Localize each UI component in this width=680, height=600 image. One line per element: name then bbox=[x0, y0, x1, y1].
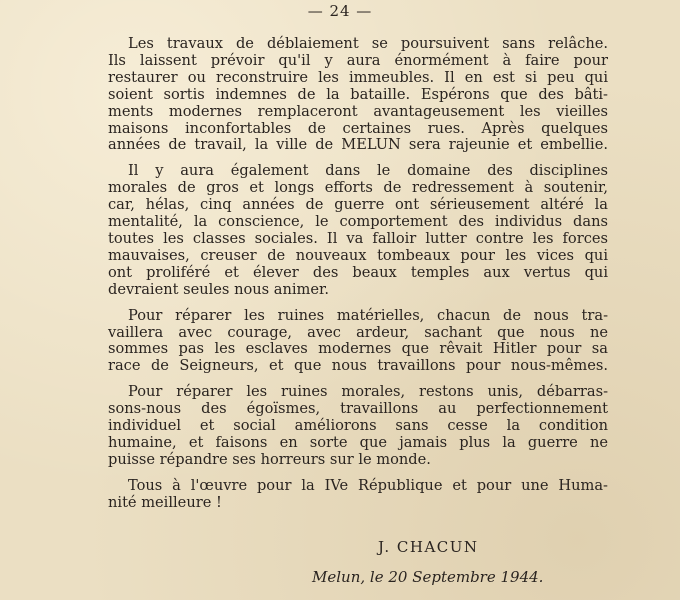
dateline: Melun, le 20 Septembre 1944. bbox=[312, 568, 544, 586]
text-line: mentalité, la conscience, le comportement des individus dans bbox=[108, 213, 608, 231]
text-line: nité meilleure ! bbox=[108, 493, 222, 511]
text-line: car, hélas, cinq années de guerre ont sérieusement altéré la bbox=[108, 196, 608, 214]
text-line: mauvaises, creuser de nouveaux tombeaux pour les vices qui bbox=[108, 246, 608, 264]
text-line: ments modernes remplaceront avantageusement les vieilles bbox=[108, 102, 608, 120]
text-line: devraient seules nous animer. bbox=[108, 280, 330, 298]
text-line: humaine, et faisons en sorte que jamais plus la guerre ne bbox=[108, 433, 608, 451]
text-line: Il y aura également dans le domaine des disciplines bbox=[128, 162, 608, 180]
text-line: maisons inconfortables de certaines rues. Après quelques bbox=[108, 119, 608, 137]
text-line: Tous à l'œuvre pour la IVe République et pour une Huma- bbox=[128, 476, 608, 494]
text-line: soient sortis indemnes de la bataille. Espérons que des bâti- bbox=[108, 85, 608, 103]
text-line: ont proliféré et élever des beaux temples aux vertus qui bbox=[108, 263, 608, 281]
text-line: puisse répandre ses horreurs sur le monde. bbox=[108, 450, 431, 468]
text-line: vaillera avec courage, avec ardeur, sachant que nous ne bbox=[108, 323, 608, 341]
text-line: toutes les classes sociales. Il va falloir lutter contre les forces bbox=[108, 229, 608, 247]
paragraph-rebuilding bbox=[108, 36, 608, 154]
text-line: individuel et social améliorons sans cesse la condition bbox=[108, 417, 608, 435]
text-line: Pour réparer les ruines matérielles, chacun de nous tra- bbox=[128, 306, 608, 324]
text-line: sommes pas les esclaves modernes que rêvait Hitler pour sa bbox=[108, 340, 608, 358]
page-number: — 24 — bbox=[307, 2, 373, 20]
paragraph-call-to-work bbox=[108, 478, 608, 512]
text-line: race de Seigneurs, et que nous travaillons pour nous-mêmes. bbox=[108, 357, 608, 375]
signature: J. CHACUN bbox=[378, 538, 479, 556]
text-line: Ils laissent prévoir qu'il y aura énormément à faire pour bbox=[108, 51, 608, 69]
paragraph-material-ruins bbox=[108, 308, 608, 376]
body-text bbox=[108, 36, 608, 521]
paragraph-moral-ruins bbox=[108, 384, 608, 469]
text-line: Pour réparer les ruines morales, restons unis, débarras- bbox=[128, 383, 608, 401]
text-line: sons-nous des égoïsmes, travaillons au perfectionnement bbox=[108, 400, 608, 418]
text-line: morales de gros et longs efforts de redressement à soutenir, bbox=[108, 179, 608, 197]
paragraph-moral-discipline bbox=[108, 163, 608, 298]
text-line: années de travail, la ville de MELUN sera rajeunie et embellie. bbox=[108, 136, 608, 154]
text-line: restaurer ou reconstruire les immeubles. Il en est si peu qui bbox=[108, 68, 608, 86]
text-line: Les travaux de déblaiement se poursuivent sans relâche. bbox=[128, 35, 608, 52]
